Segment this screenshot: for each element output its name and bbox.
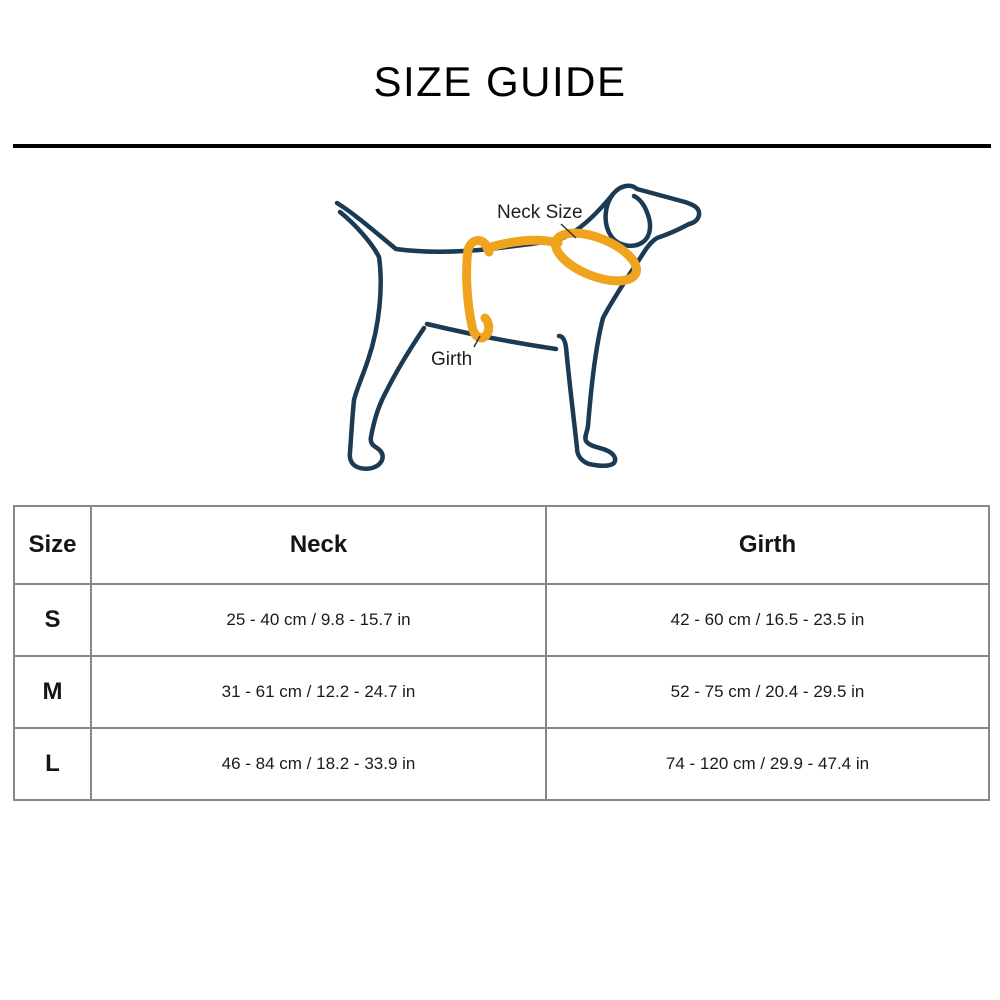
neck-value-l: 46 - 84 cm / 18.2 - 33.9 in <box>91 728 546 800</box>
dog-body-path <box>337 186 699 466</box>
girth-label: Girth <box>431 349 473 370</box>
size-label-l: L <box>14 728 91 800</box>
table-row <box>14 728 989 800</box>
girth-value-m: 52 - 75 cm / 20.4 - 29.5 in <box>546 656 989 728</box>
title-divider <box>13 144 991 148</box>
table-row <box>14 584 989 656</box>
column-header-girth: Girth <box>546 506 989 584</box>
diagram-labels <box>431 202 583 370</box>
size-label-s: S <box>14 584 91 656</box>
neck-value-m: 31 - 61 cm / 12.2 - 24.7 in <box>91 656 546 728</box>
dog-ear-path <box>606 194 650 246</box>
neck-value-s: 25 - 40 cm / 9.8 - 15.7 in <box>91 584 546 656</box>
page-title: SIZE GUIDE <box>373 58 627 105</box>
dog-harness-diagram <box>300 170 720 490</box>
column-header-size: Size <box>14 506 91 584</box>
dog-outline-illustration <box>337 186 699 469</box>
table-row <box>14 656 989 728</box>
table-header-row <box>14 506 989 584</box>
size-label-m: M <box>14 656 91 728</box>
column-header-neck: Neck <box>91 506 546 584</box>
harness-neck-loop <box>549 223 643 290</box>
size-table <box>13 505 990 801</box>
harness-girth-strap <box>467 240 489 337</box>
girth-value-s: 42 - 60 cm / 16.5 - 23.5 in <box>546 584 989 656</box>
girth-value-l: 74 - 120 cm / 29.9 - 47.4 in <box>546 728 989 800</box>
neck-size-label: Neck Size <box>497 202 583 223</box>
